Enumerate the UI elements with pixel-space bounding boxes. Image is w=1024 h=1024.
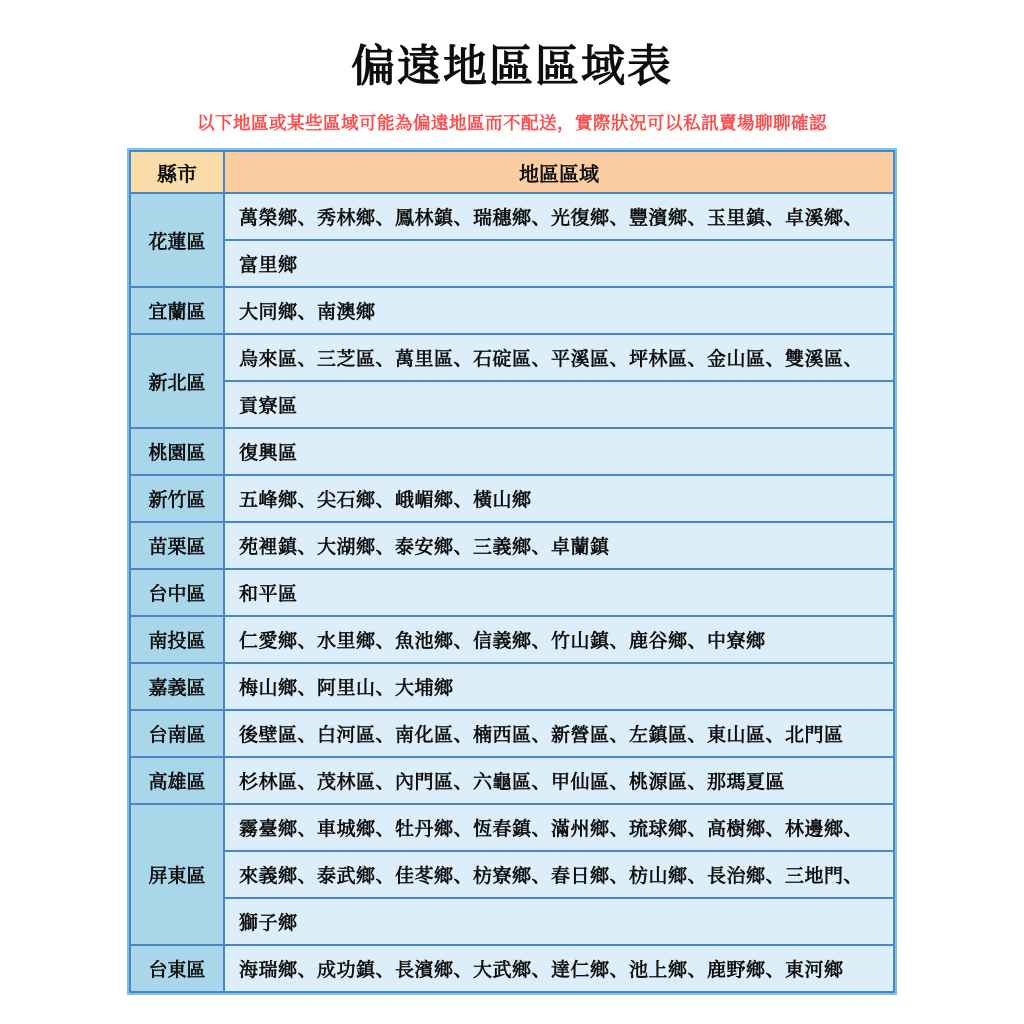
county-cell: 花蓮區	[130, 193, 224, 287]
county-cell: 南投區	[130, 616, 224, 663]
county-cell: 台南區	[130, 710, 224, 757]
county-cell: 高雄區	[130, 757, 224, 804]
page-title: 偏遠地區區域表	[351, 42, 673, 91]
header-row	[130, 151, 894, 193]
region-line-cell: 海瑞鄉、成功鎮、長濱鄉、大武鄉、達仁鄉、池上鄉、鹿野鄉、東河鄉	[224, 945, 894, 992]
region-line-cell: 仁愛鄉、水里鄉、魚池鄉、信義鄉、竹山鎮、鹿谷鄉、中寮鄉	[224, 616, 894, 663]
county-cell: 桃園區	[130, 428, 224, 475]
table-row	[130, 851, 894, 898]
table-row	[130, 945, 894, 992]
region-line-cell: 貢寮區	[224, 381, 894, 428]
table-row	[130, 757, 894, 804]
region-column-header: 地區區域	[224, 151, 894, 193]
remote-area-table	[129, 150, 895, 993]
region-line-cell: 大同鄉、南澳鄉	[224, 287, 894, 334]
table-row	[130, 616, 894, 663]
table-row	[130, 569, 894, 616]
county-cell: 台東區	[130, 945, 224, 992]
table-row	[130, 522, 894, 569]
region-line-cell: 獅子鄉	[224, 898, 894, 945]
region-line-cell: 萬榮鄉、秀林鄉、鳳林鎮、瑞穗鄉、光復鄉、豐濱鄉、玉里鎮、卓溪鄉、	[224, 193, 894, 240]
table-row	[130, 475, 894, 522]
region-line-cell: 後壁區、白河區、南化區、楠西區、新營區、左鎮區、東山區、北門區	[224, 710, 894, 757]
region-line-cell: 霧臺鄉、車城鄉、牡丹鄉、恆春鎮、滿州鄉、琉球鄉、高樹鄉、林邊鄉、	[224, 804, 894, 851]
table-body	[130, 193, 894, 992]
table-row	[130, 898, 894, 945]
region-line-cell: 五峰鄉、尖石鄉、峨嵋鄉、橫山鄉	[224, 475, 894, 522]
table-row	[130, 804, 894, 851]
table-header	[130, 151, 894, 193]
table-row	[130, 193, 894, 240]
region-line-cell: 苑裡鎮、大湖鄉、泰安鄉、三義鄉、卓蘭鎮	[224, 522, 894, 569]
county-column-header: 縣市	[130, 151, 224, 193]
county-cell: 台中區	[130, 569, 224, 616]
region-line-cell: 梅山鄉、阿里山、大埔鄉	[224, 663, 894, 710]
region-line-cell: 來義鄉、泰武鄉、佳苳鄉、枋寮鄉、春日鄉、枋山鄉、長治鄉、三地門、	[224, 851, 894, 898]
table-row	[130, 287, 894, 334]
county-cell: 苗栗區	[130, 522, 224, 569]
remote-area-table-frame	[127, 148, 897, 995]
table-row	[130, 710, 894, 757]
table-row	[130, 663, 894, 710]
table-row	[130, 381, 894, 428]
county-cell: 新北區	[130, 334, 224, 428]
county-cell: 新竹區	[130, 475, 224, 522]
region-line-cell: 和平區	[224, 569, 894, 616]
table-row	[130, 334, 894, 381]
county-cell: 嘉義區	[130, 663, 224, 710]
region-line-cell: 杉林區、茂林區、內門區、六龜區、甲仙區、桃源區、那瑪夏區	[224, 757, 894, 804]
county-cell: 屏東區	[130, 804, 224, 945]
region-line-cell: 富里鄉	[224, 240, 894, 287]
shipping-notice-text: 以下地區或某些區域可能為偏遠地區而不配送，實際狀況可以私訊賣場聊聊確認	[197, 113, 827, 133]
table-row	[130, 428, 894, 475]
region-line-cell: 復興區	[224, 428, 894, 475]
region-line-cell: 烏來區、三芝區、萬里區、石碇區、平溪區、坪林區、金山區、雙溪區、	[224, 334, 894, 381]
county-cell: 宜蘭區	[130, 287, 224, 334]
table-row	[130, 240, 894, 287]
